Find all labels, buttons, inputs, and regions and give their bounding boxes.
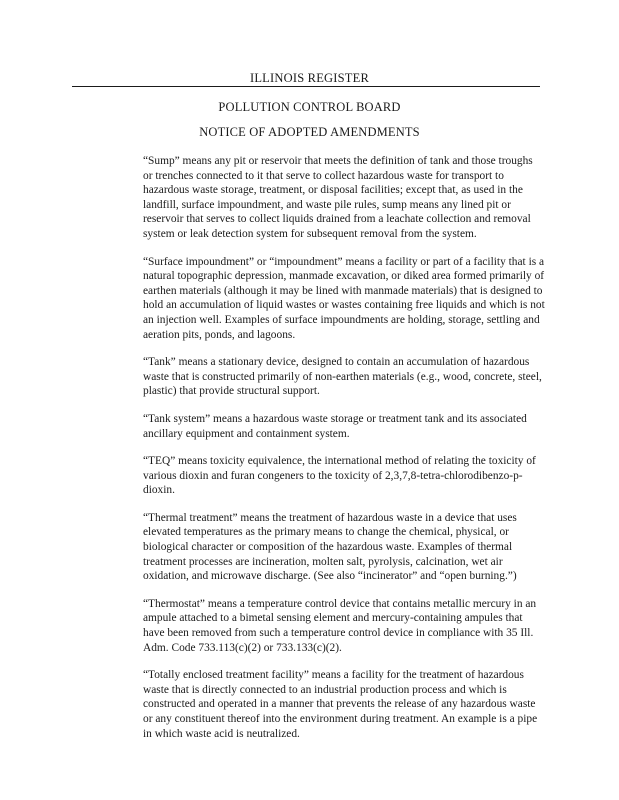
definition-tank: “Tank” means a stationary device, designed to contain an accumulation of hazardous waste that is constructed primarily of non-earthen materials (e.g., wood, concrete, steel, plastic) that provide structural support.	[143, 356, 542, 398]
definition-tank-system: “Tank system” means a hazardous waste storage or treatment tank and its associated ancillary equipment and containment system.	[143, 412, 527, 440]
definition-thermostat: “Thermostat” means a temperature control device that contains metallic mercury in an ampule attached to a bimetal sensing element and mercury-containing ampules that have been removed from such a temperature control device in compliance with 35 Ill. Adm. Code 733.113(c)(2) or 733.133(c)(2).	[143, 597, 537, 654]
definition-totally-enclosed-treatment-facility: “Totally enclosed treatment facility” means a facility for the treatment of hazardous waste that is directly connected to an industrial production process and which is constructed and operated in a manner that prevents the release of any hazardous waste or any constituent thereof into the environment during treatment. An example is a pipe in which waste acid is neutralized.	[143, 669, 538, 740]
notice-title: NOTICE OF ADOPTED AMENDMENTS	[199, 125, 420, 139]
definitions-body	[143, 154, 545, 754]
register-title: ILLINOIS REGISTER	[249, 71, 369, 85]
definition-sump: “Sump” means any pit or reservoir that meets the definition of tank and those troughs or trenches connected to it that serve to collect hazardous waste for transport to hazardous waste storage, treatment, or disposal facilities; except that, as used in the landfill, surface impoundment, and waste pile rules, sump means any lined pit or reservoir that serves to collect liquids drained from a leachate collection and removal system or leak detection system for subsequent removal from the system.	[143, 155, 533, 240]
definition-teq: “TEQ” means toxicity equivalence, the international method of relating the toxicity of various dioxin and furan congeners to the toxicity of 2,3,7,8-tetra-chlorodibenzo-p-dioxin.	[143, 455, 536, 497]
board-name: POLLUTION CONTROL BOARD	[218, 100, 401, 114]
definition-thermal-treatment: “Thermal treatment” means the treatment of hazardous waste in a device that uses elevated temperatures as the primary means to change the chemical, physical, or biological character or composition of the hazardous waste. Examples of thermal treatment processes are incineration, molten salt, pyrolysis, calcination, wet air oxidation, and microwave discharge. (See also “incinerator” and “open burning.”)	[143, 511, 517, 583]
header-divider	[72, 86, 540, 87]
definition-surface-impoundment: “Surface impoundment” or “impoundment” means a facility or part of a facility that is a natural topographic depression, manmade excavation, or diked area formed primarily of earthen materials (although it may be lined with manmade materials) that is designed to hold an accumulation of liquid wastes or wastes containing free liquids and which is not an injection well. Examples of surface impoundments are holding, storage, settling and aeration pits, ponds, and lagoons.	[143, 255, 545, 341]
